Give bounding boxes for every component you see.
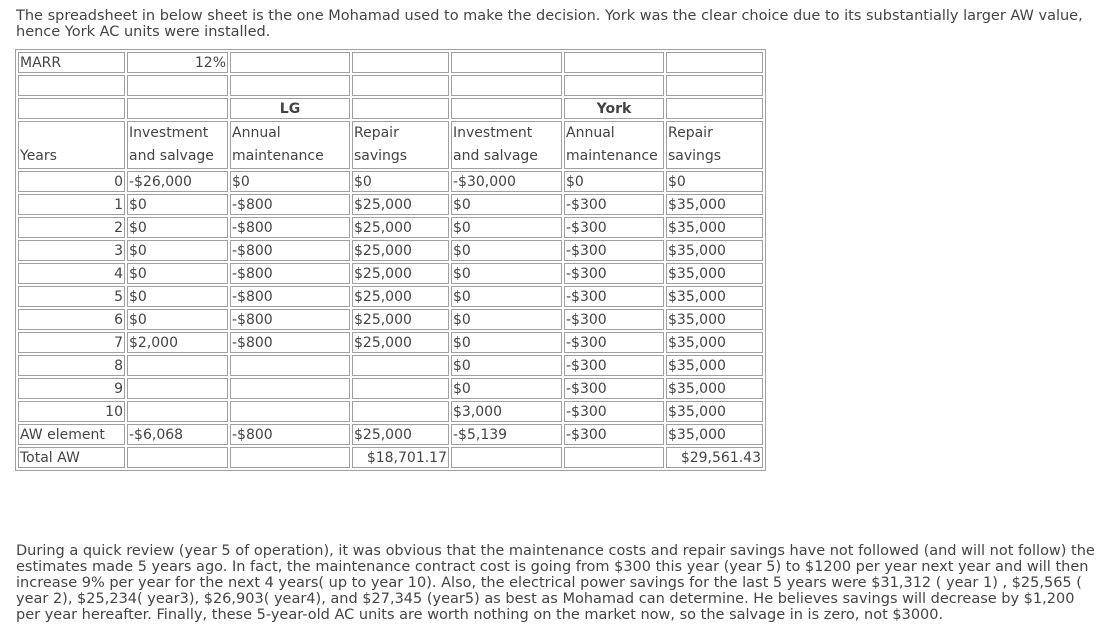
year-row bbox=[18, 309, 763, 330]
value-cell: $25,000 bbox=[352, 286, 449, 307]
empty-cell bbox=[451, 98, 562, 119]
lg-maintenance-header bbox=[230, 121, 350, 169]
header-line: maintenance bbox=[232, 148, 324, 164]
aw-element-row bbox=[18, 424, 763, 445]
year-row bbox=[18, 171, 763, 192]
empty-cell bbox=[230, 52, 350, 73]
value-cell: $0 bbox=[127, 194, 228, 215]
value-cell: $0 bbox=[451, 240, 562, 261]
value-cell: $35,000 bbox=[666, 240, 763, 261]
empty-cell bbox=[352, 75, 449, 96]
data-rows bbox=[18, 171, 763, 422]
intro-paragraph: The spreadsheet in below sheet is the one Mohamad used to make the decision. York was the clear choice due to its substantially larger AW value, hence York AC units were installed. bbox=[16, 8, 1083, 40]
value-cell: -$300 bbox=[564, 355, 664, 376]
value-cell: $0 bbox=[127, 263, 228, 284]
value-cell bbox=[127, 355, 228, 376]
value-cell: $0 bbox=[451, 217, 562, 238]
value-cell: $0 bbox=[564, 171, 664, 192]
year-cell: 4 bbox=[18, 263, 125, 284]
value-cell: $0 bbox=[127, 286, 228, 307]
header-line: and salvage bbox=[129, 148, 214, 164]
york-group-header: York bbox=[564, 98, 664, 119]
value-cell: $25,000 bbox=[352, 263, 449, 284]
spreadsheet-table bbox=[15, 49, 766, 471]
value-cell: $35,000 bbox=[666, 309, 763, 330]
value-cell: -$300 bbox=[564, 194, 664, 215]
year-cell: 1 bbox=[18, 194, 125, 215]
aw-cell: -$6,068 bbox=[127, 424, 228, 445]
value-cell: $0 bbox=[666, 171, 763, 192]
group-header-row bbox=[18, 98, 763, 119]
york-repair-header bbox=[666, 121, 763, 169]
empty-cell bbox=[451, 447, 562, 468]
value-cell: $35,000 bbox=[666, 401, 763, 422]
empty-cell bbox=[564, 447, 664, 468]
empty-cell bbox=[127, 447, 228, 468]
value-cell: $35,000 bbox=[666, 332, 763, 353]
value-cell: -$300 bbox=[564, 332, 664, 353]
value-cell: $35,000 bbox=[666, 286, 763, 307]
value-cell: -$300 bbox=[564, 263, 664, 284]
value-cell bbox=[127, 378, 228, 399]
value-cell: -$300 bbox=[564, 401, 664, 422]
header-line: Annual bbox=[232, 125, 281, 141]
year-row bbox=[18, 194, 763, 215]
lg-group-header: LG bbox=[230, 98, 350, 119]
value-cell: $35,000 bbox=[666, 378, 763, 399]
header-line: Investment bbox=[453, 125, 533, 141]
value-cell: -$300 bbox=[564, 286, 664, 307]
aw-cell: -$5,139 bbox=[451, 424, 562, 445]
empty-cell bbox=[666, 98, 763, 119]
year-cell: 9 bbox=[18, 378, 125, 399]
year-row bbox=[18, 263, 763, 284]
value-cell: -$800 bbox=[230, 217, 350, 238]
year-row bbox=[18, 378, 763, 399]
value-cell: $35,000 bbox=[666, 263, 763, 284]
header-line: maintenance bbox=[566, 148, 658, 164]
header-line: savings bbox=[354, 148, 408, 164]
value-cell: $25,000 bbox=[352, 240, 449, 261]
empty-cell bbox=[564, 75, 664, 96]
marr-row bbox=[18, 52, 763, 73]
empty-cell bbox=[127, 98, 228, 119]
value-cell bbox=[352, 378, 449, 399]
value-cell: $0 bbox=[451, 355, 562, 376]
header-line: Repair bbox=[668, 125, 713, 141]
york-total-aw: $29,561.43 bbox=[666, 447, 763, 468]
value-cell: $3,000 bbox=[451, 401, 562, 422]
value-cell: $25,000 bbox=[352, 194, 449, 215]
value-cell: $25,000 bbox=[352, 217, 449, 238]
value-cell bbox=[230, 401, 350, 422]
year-cell: 10 bbox=[18, 401, 125, 422]
lg-investment-header bbox=[127, 121, 228, 169]
value-cell: $0 bbox=[451, 263, 562, 284]
value-cell: -$30,000 bbox=[451, 171, 562, 192]
value-cell: $0 bbox=[127, 217, 228, 238]
value-cell: $35,000 bbox=[666, 355, 763, 376]
value-cell: $0 bbox=[127, 240, 228, 261]
blank-row bbox=[18, 75, 763, 96]
year-cell: 2 bbox=[18, 217, 125, 238]
value-cell: $2,000 bbox=[127, 332, 228, 353]
value-cell bbox=[230, 378, 350, 399]
year-cell: 5 bbox=[18, 286, 125, 307]
value-cell: -$300 bbox=[564, 378, 664, 399]
empty-cell bbox=[666, 75, 763, 96]
lg-repair-header bbox=[352, 121, 449, 169]
value-cell: $0 bbox=[451, 332, 562, 353]
value-cell: $35,000 bbox=[666, 217, 763, 238]
empty-cell bbox=[564, 52, 664, 73]
year-cell: 0 bbox=[18, 171, 125, 192]
marr-label: MARR bbox=[18, 52, 125, 73]
empty-cell bbox=[451, 52, 562, 73]
total-aw-row bbox=[18, 447, 763, 468]
value-cell: $0 bbox=[230, 171, 350, 192]
aw-cell: $35,000 bbox=[666, 424, 763, 445]
york-investment-header bbox=[451, 121, 562, 169]
value-cell bbox=[127, 401, 228, 422]
column-header-row bbox=[18, 121, 763, 169]
aw-cell: -$300 bbox=[564, 424, 664, 445]
value-cell: -$800 bbox=[230, 240, 350, 261]
value-cell: $0 bbox=[451, 309, 562, 330]
value-cell: -$800 bbox=[230, 309, 350, 330]
aw-element-label: AW element bbox=[18, 424, 125, 445]
year-row bbox=[18, 217, 763, 238]
empty-cell bbox=[127, 75, 228, 96]
value-cell bbox=[352, 401, 449, 422]
value-cell: $25,000 bbox=[352, 332, 449, 353]
value-cell: -$300 bbox=[564, 240, 664, 261]
value-cell: -$800 bbox=[230, 263, 350, 284]
year-cell: 7 bbox=[18, 332, 125, 353]
year-row bbox=[18, 332, 763, 353]
aw-cell: $25,000 bbox=[352, 424, 449, 445]
empty-cell bbox=[18, 75, 125, 96]
value-cell: -$300 bbox=[564, 309, 664, 330]
empty-cell bbox=[230, 447, 350, 468]
value-cell: -$800 bbox=[230, 194, 350, 215]
value-cell: $0 bbox=[127, 309, 228, 330]
value-cell: -$800 bbox=[230, 332, 350, 353]
aw-cell: -$800 bbox=[230, 424, 350, 445]
value-cell: $0 bbox=[352, 171, 449, 192]
year-cell: 6 bbox=[18, 309, 125, 330]
york-maintenance-header bbox=[564, 121, 664, 169]
empty-cell bbox=[18, 98, 125, 119]
marr-value: 12% bbox=[127, 52, 228, 73]
value-cell: $0 bbox=[451, 286, 562, 307]
year-row bbox=[18, 240, 763, 261]
value-cell: -$300 bbox=[564, 217, 664, 238]
empty-cell bbox=[230, 75, 350, 96]
header-line: Annual bbox=[566, 125, 615, 141]
empty-cell bbox=[352, 98, 449, 119]
total-aw-label: Total AW bbox=[18, 447, 125, 468]
empty-cell bbox=[451, 75, 562, 96]
year-row bbox=[18, 401, 763, 422]
outro-paragraph: During a quick review (year 5 of operation), it was obvious that the maintenance costs and repair savings have not followed (and will not follow) the estimates made 5 years ago. In fact, the maintenance contract cost is going from $300 this year (year 5) to $1200 per year next year and will then increase 9% per year for the next 4 years( up to year 10). Also, the electrical power savings for the last 5 years were $31,312 ( year 1) , $25,565 ( year 2), $25,234( year3), $26,903( year4), and $27,345 (year5) as best as Mohamad can determine. He believes savings will decrease by $1,200 per year hereafter. Finally, these 5-year-old AC units are worth nothing on the market now, so the salvage in is zero, not $3000. bbox=[16, 543, 1095, 623]
header-line: and salvage bbox=[453, 148, 538, 164]
year-row bbox=[18, 355, 763, 376]
years-header: Years bbox=[18, 121, 125, 169]
empty-cell bbox=[666, 52, 763, 73]
value-cell: $0 bbox=[451, 378, 562, 399]
value-cell: -$800 bbox=[230, 286, 350, 307]
year-row bbox=[18, 286, 763, 307]
empty-cell bbox=[352, 52, 449, 73]
value-cell: -$26,000 bbox=[127, 171, 228, 192]
lg-total-aw: $18,701.17 bbox=[352, 447, 449, 468]
value-cell: $0 bbox=[451, 194, 562, 215]
header-line: Investment bbox=[129, 125, 209, 141]
header-line: savings bbox=[668, 148, 722, 164]
value-cell: $25,000 bbox=[352, 309, 449, 330]
year-cell: 3 bbox=[18, 240, 125, 261]
header-line: Repair bbox=[354, 125, 399, 141]
year-cell: 8 bbox=[18, 355, 125, 376]
value-cell: $35,000 bbox=[666, 194, 763, 215]
value-cell bbox=[352, 355, 449, 376]
value-cell bbox=[230, 355, 350, 376]
